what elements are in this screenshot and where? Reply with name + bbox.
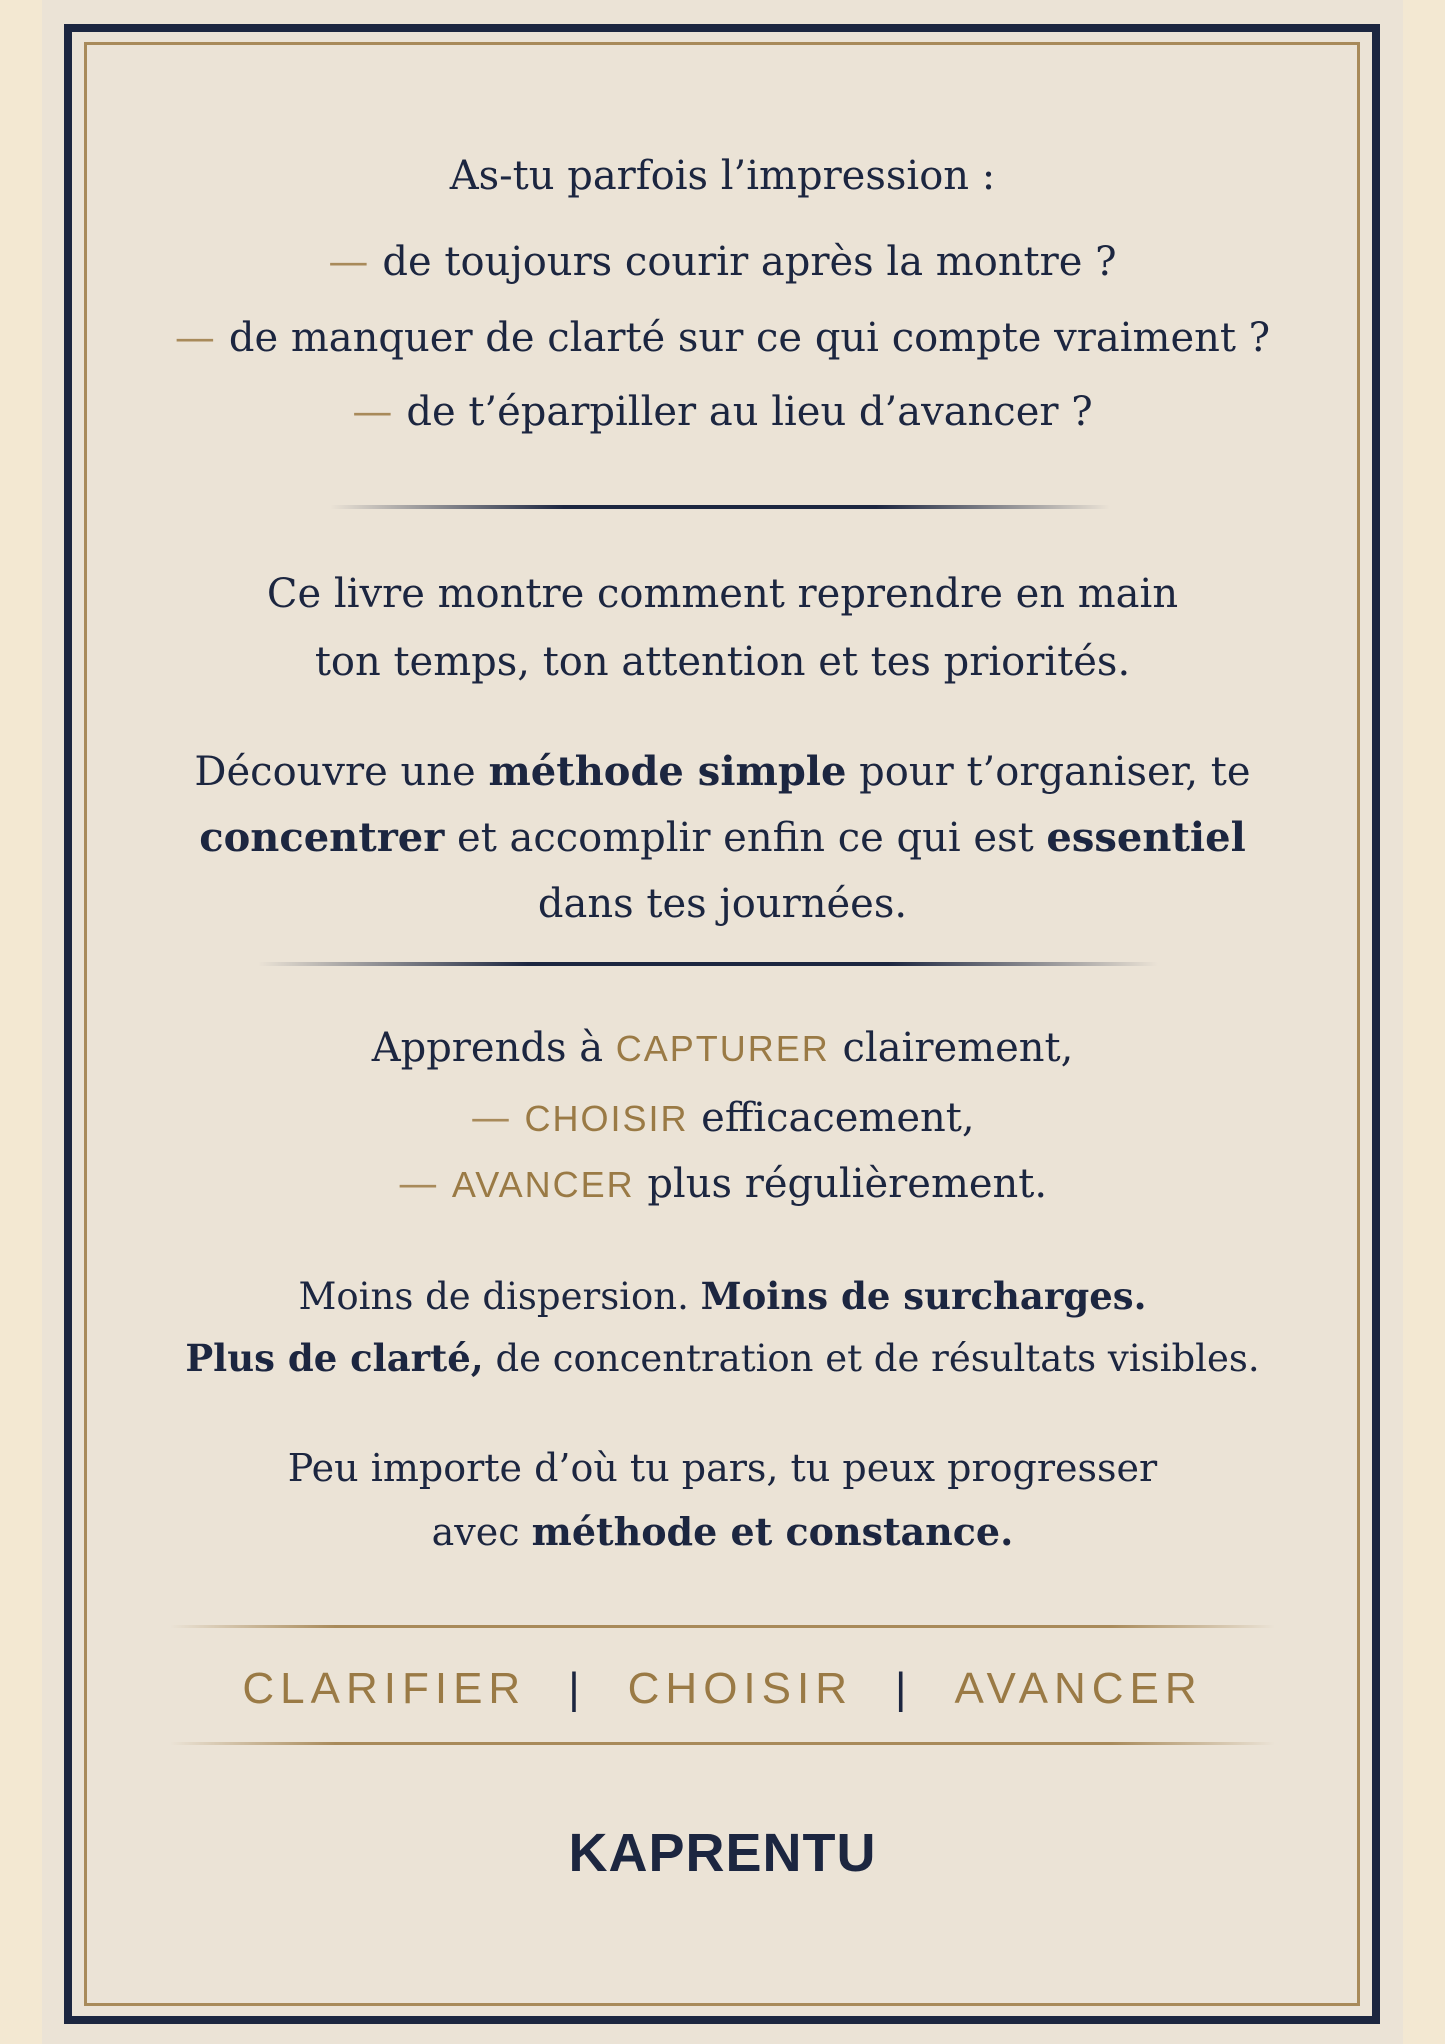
tagline-avancer: AVANCER	[954, 1664, 1203, 1713]
progress-line-1: Peu importe d’où tu pars, tu peux progresser	[287, 1446, 1158, 1490]
gold-divider-bottom	[170, 1742, 1275, 1745]
dash-icon: —	[328, 239, 369, 285]
brand-name: KAPRENTU	[568, 1823, 877, 1883]
gold-divider-top	[170, 1625, 1275, 1628]
tagline-separator: |	[895, 1664, 913, 1713]
method-line-1: Découvre une méthode simple pour t’organiser, te	[194, 748, 1251, 795]
intro-item-1: — de toujours courir après la montre ?	[328, 239, 1117, 285]
dash-icon: —	[352, 389, 393, 435]
dash-icon: —	[397, 1161, 438, 1207]
divider-1	[330, 505, 1110, 509]
method-line-3: dans tes journées.	[537, 881, 908, 927]
learn-line-1: Apprends à CAPTURER clairement,	[371, 1025, 1074, 1071]
less-line-1: Moins de dispersion. Moins de surcharges.	[298, 1274, 1147, 1318]
tagline-clarifier: CLARIFIER	[242, 1664, 527, 1713]
learn-line-3: — AVANCER plus régulièrement.	[397, 1161, 1048, 1207]
intro-question: As-tu parfois l’impression :	[449, 153, 996, 199]
method-line-2: concentrer et accomplir enfin ce qui est essentiel	[199, 814, 1246, 861]
book-line-1: Ce livre montre comment reprendre en main	[266, 571, 1179, 617]
intro-item-3: — de t’éparpiller au lieu d’avancer ?	[352, 389, 1093, 435]
book-line-2: ton temps, ton attention et tes priorités.	[314, 639, 1131, 685]
tagline-separator: |	[568, 1664, 586, 1713]
intro-item-2: — de manquer de clarté sur ce qui compte vraiment ?	[174, 315, 1271, 361]
dash-icon: —	[470, 1095, 511, 1141]
progress-line-2: avec méthode et constance.	[431, 1509, 1014, 1554]
tagline	[0, 1664, 1445, 1714]
learn-line-2: — CHOISIR efficacement,	[470, 1095, 975, 1141]
dash-icon: —	[174, 315, 215, 361]
tagline-choisir: CHOISIR	[627, 1664, 853, 1713]
divider-2	[258, 962, 1158, 966]
less-line-2: Plus de clarté, de concentration et de résultats visibles.	[185, 1336, 1260, 1380]
